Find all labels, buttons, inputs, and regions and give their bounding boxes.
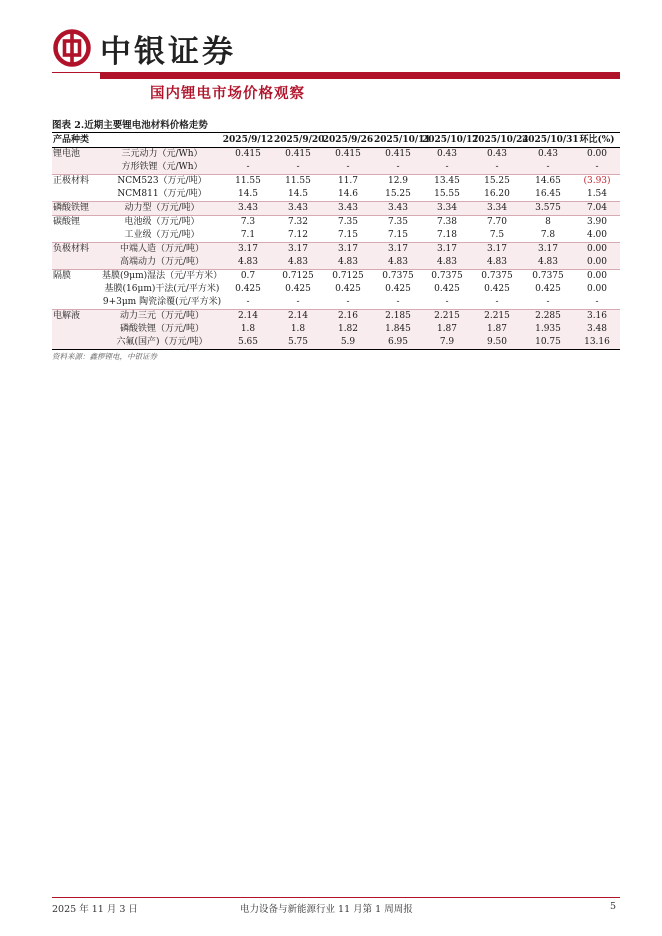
price-cell: 0.425 (235, 284, 261, 294)
price-cell: 3.43 (222, 202, 274, 216)
price-cell: 16.45 (535, 189, 561, 199)
table-row (52, 323, 620, 336)
category-cell (52, 256, 102, 270)
change-cell: - (595, 297, 599, 307)
category-cell (52, 296, 102, 310)
item-cell: 高端动力（万元/吨） (102, 256, 222, 270)
table-row (52, 175, 620, 189)
price-cell: 7.18 (436, 230, 458, 240)
price-cell: - (422, 161, 472, 175)
col-header: 2025/10/31 (522, 133, 574, 148)
price-cell: 7.35 (322, 216, 374, 230)
price-cell: 0.425 (434, 284, 460, 294)
price-cell: 3.34 (422, 202, 472, 216)
col-header: 产品种类 (52, 133, 102, 148)
table-header-row (52, 133, 620, 148)
price-cell: - (396, 297, 400, 307)
price-cell: 0.425 (535, 284, 561, 294)
change-cell: 3.90 (574, 216, 620, 230)
item-cell: 三元动力（元/Wh） (102, 148, 222, 162)
price-cell: 3.43 (274, 202, 322, 216)
price-cell: 2.14 (274, 310, 322, 324)
change-cell: 0.00 (574, 270, 620, 284)
price-cell: 0.43 (472, 148, 522, 162)
price-cell: 1.8 (222, 323, 274, 336)
table-row (52, 310, 620, 324)
change-cell: 13.16 (574, 336, 620, 350)
price-cell: 11.55 (274, 175, 322, 189)
change-cell: 0.00 (586, 284, 608, 294)
item-cell: 基膜(9μm)湿法（元/平方米） (102, 271, 223, 281)
price-cell: 4.83 (472, 256, 522, 270)
item-cell: NCM523（万元/吨） (102, 175, 222, 189)
price-cell: 4.83 (522, 256, 574, 270)
price-cell: 14.65 (522, 175, 574, 189)
category-cell (52, 323, 102, 336)
price-cell: 1.87 (422, 323, 472, 336)
price-cell: 0.7375 (522, 270, 574, 284)
price-cell: 4.83 (374, 256, 422, 270)
item-cell: 电池级（万元/吨） (102, 216, 222, 230)
col-header (102, 133, 222, 148)
change-cell: 0.00 (574, 256, 620, 270)
price-cell: 0.425 (285, 284, 311, 294)
price-cell: 7.9 (422, 336, 472, 350)
price-cell: 7.3 (222, 216, 274, 230)
category-cell: 隔膜 (52, 270, 102, 284)
item-cell: 基膜(16μm)干法(元/平方米) (104, 284, 220, 294)
price-cell: 7.15 (387, 230, 409, 240)
price-cell: 0.415 (274, 148, 322, 162)
price-cell: 2.215 (422, 310, 472, 324)
price-cell: 2.14 (222, 310, 274, 324)
table-row (52, 188, 620, 202)
change-cell: 4.00 (586, 230, 608, 240)
price-cell: 0.43 (522, 148, 574, 162)
item-cell: 磷酸铁锂（万元/吨） (102, 323, 222, 336)
price-cell: 12.9 (374, 175, 422, 189)
price-cell: 11.55 (222, 175, 274, 189)
category-cell: 电解液 (52, 310, 102, 324)
price-cell: 4.83 (422, 256, 472, 270)
table-row (52, 243, 620, 257)
brand-logo (52, 26, 236, 70)
price-cell: 5.9 (322, 336, 374, 350)
price-cell: 2.185 (374, 310, 422, 324)
price-cell: 3.43 (374, 202, 422, 216)
price-cell: 15.55 (434, 189, 460, 199)
category-cell: 碳酸锂 (52, 216, 102, 230)
price-cell: 14.5 (287, 189, 309, 199)
col-header: 2025/10/17 (422, 133, 472, 148)
price-cell: 0.7125 (274, 270, 322, 284)
price-cell: 0.7 (222, 270, 274, 284)
table-row (52, 161, 620, 175)
category-cell: 锂电池 (52, 148, 102, 162)
category-cell: 磷酸铁锂 (52, 202, 102, 216)
price-cell: 6.95 (374, 336, 422, 350)
category-cell (52, 188, 102, 202)
page-number: 5 (610, 901, 617, 912)
price-cell: 0.425 (385, 284, 411, 294)
price-cell: 15.25 (385, 189, 411, 199)
price-cell: - (546, 297, 550, 307)
price-cell: 0.415 (322, 148, 374, 162)
price-cell: 7.70 (472, 216, 522, 230)
price-cell: 7.38 (422, 216, 472, 230)
price-cell: 8 (522, 216, 574, 230)
col-header: 2025/10/11 (374, 133, 422, 148)
table-row (52, 256, 620, 270)
price-cell: 7.15 (337, 230, 359, 240)
price-cell: 1.87 (472, 323, 522, 336)
table-row (52, 270, 620, 284)
footer-rule (52, 897, 620, 898)
table-row (52, 229, 620, 243)
category-cell (52, 161, 102, 175)
col-header: 环比(%) (574, 133, 620, 148)
change-cell: 1.54 (586, 189, 608, 199)
change-cell: 3.16 (574, 310, 620, 324)
price-cell: 15.25 (472, 175, 522, 189)
price-cell: 10.75 (522, 336, 574, 350)
price-cell: 7.12 (287, 230, 309, 240)
price-cell: 1.935 (522, 323, 574, 336)
price-cell: 11.7 (322, 175, 374, 189)
price-cell: 13.45 (422, 175, 472, 189)
header-band (100, 73, 620, 79)
change-cell: - (574, 161, 620, 175)
price-cell: 4.83 (322, 256, 374, 270)
price-cell: 0.7125 (322, 270, 374, 284)
change-cell: 0.00 (574, 243, 620, 257)
table-body (52, 148, 620, 350)
price-cell: 0.7375 (374, 270, 422, 284)
item-cell: 9+3μm 陶瓷涂覆(元/平方米) (102, 297, 222, 307)
price-cell: 9.50 (472, 336, 522, 350)
price-cell: 7.35 (374, 216, 422, 230)
price-cell: 14.6 (337, 189, 359, 199)
col-header: 2025/9/12 (222, 133, 274, 148)
price-cell: 2.215 (472, 310, 522, 324)
category-cell (52, 229, 102, 243)
category-cell: 负极材料 (52, 243, 102, 257)
change-cell: 7.04 (574, 202, 620, 216)
price-cell: - (222, 161, 274, 175)
figure-title: 图表 2.近期主要锂电池材料价格走势 (52, 120, 208, 131)
change-cell: 0.00 (574, 148, 620, 162)
price-cell: 0.415 (374, 148, 422, 162)
bank-of-china-coin-logo-icon (52, 28, 92, 68)
price-cell: 7.5 (489, 230, 505, 240)
price-cell: 7.8 (540, 230, 556, 240)
item-cell: 工业级（万元/吨） (124, 230, 200, 240)
category-cell (52, 283, 102, 296)
price-cell: 1.8 (274, 323, 322, 336)
price-cell: 2.285 (522, 310, 574, 324)
col-header: 2025/9/26 (322, 133, 374, 148)
price-cell: 3.17 (374, 243, 422, 257)
price-cell: 0.43 (422, 148, 472, 162)
item-cell: 动力三元（万元/吨） (102, 310, 222, 324)
price-cell: 3.575 (522, 202, 574, 216)
brand-name: 中银证券 (100, 33, 236, 70)
price-cell: - (346, 297, 350, 307)
price-cell: 1.82 (322, 323, 374, 336)
table-row (52, 283, 620, 296)
price-table (52, 132, 620, 350)
category-cell (52, 336, 102, 350)
price-cell: - (246, 297, 250, 307)
price-cell: - (445, 297, 449, 307)
table-row (52, 202, 620, 216)
table-row (52, 296, 620, 310)
price-cell: - (472, 161, 522, 175)
price-cell: 5.65 (222, 336, 274, 350)
price-cell: 0.7375 (472, 270, 522, 284)
price-cell: 3.17 (472, 243, 522, 257)
table-row (52, 148, 620, 162)
col-header: 2025/10/24 (472, 133, 522, 148)
price-cell: 4.83 (222, 256, 274, 270)
change-cell: 3.48 (574, 323, 620, 336)
price-cell: 0.415 (222, 148, 274, 162)
price-cell: 3.34 (472, 202, 522, 216)
price-cell: - (322, 161, 374, 175)
item-cell: NCM811（万元/吨） (117, 189, 207, 199)
price-cell: 3.17 (522, 243, 574, 257)
item-cell: 方形铁锂（元/Wh） (102, 161, 222, 175)
price-cell: 3.17 (222, 243, 274, 257)
price-cell: - (374, 161, 422, 175)
price-cell: 3.43 (322, 202, 374, 216)
price-cell: 14.5 (237, 189, 259, 199)
price-cell: 3.17 (422, 243, 472, 257)
price-cell: 2.16 (322, 310, 374, 324)
price-cell: 0.7375 (422, 270, 472, 284)
table-row (52, 336, 620, 350)
price-cell: 16.20 (484, 189, 510, 199)
price-cell: - (522, 161, 574, 175)
footer-report-name: 电力设备与新能源行业 11 月第 1 周周报 (240, 904, 413, 915)
price-cell: 3.17 (322, 243, 374, 257)
price-cell: 7.1 (240, 230, 256, 240)
change-cell: (3.93) (574, 175, 620, 189)
source-note: 资料来源：鑫椤锂电，中银证券 (52, 352, 157, 361)
price-cell: 4.83 (274, 256, 322, 270)
col-header: 2025/9/20 (274, 133, 322, 148)
price-cell: 0.425 (335, 284, 361, 294)
price-cell: 0.425 (484, 284, 510, 294)
footer-date: 2025 年 11 月 3 日 (52, 904, 138, 915)
price-cell: - (274, 161, 322, 175)
price-cell: - (495, 297, 499, 307)
item-cell: 中端人造（万元/吨） (102, 243, 222, 257)
item-cell: 动力型（万元/吨） (102, 202, 222, 216)
category-cell: 正极材料 (52, 175, 102, 189)
section-title: 国内锂电市场价格观察 (150, 86, 305, 102)
table-row (52, 216, 620, 230)
price-cell: 3.17 (274, 243, 322, 257)
price-cell: - (296, 297, 300, 307)
price-cell: 7.32 (274, 216, 322, 230)
item-cell: 六氟(国产)（万元/吨） (102, 336, 222, 350)
price-cell: 5.75 (274, 336, 322, 350)
price-cell: 1.845 (374, 323, 422, 336)
